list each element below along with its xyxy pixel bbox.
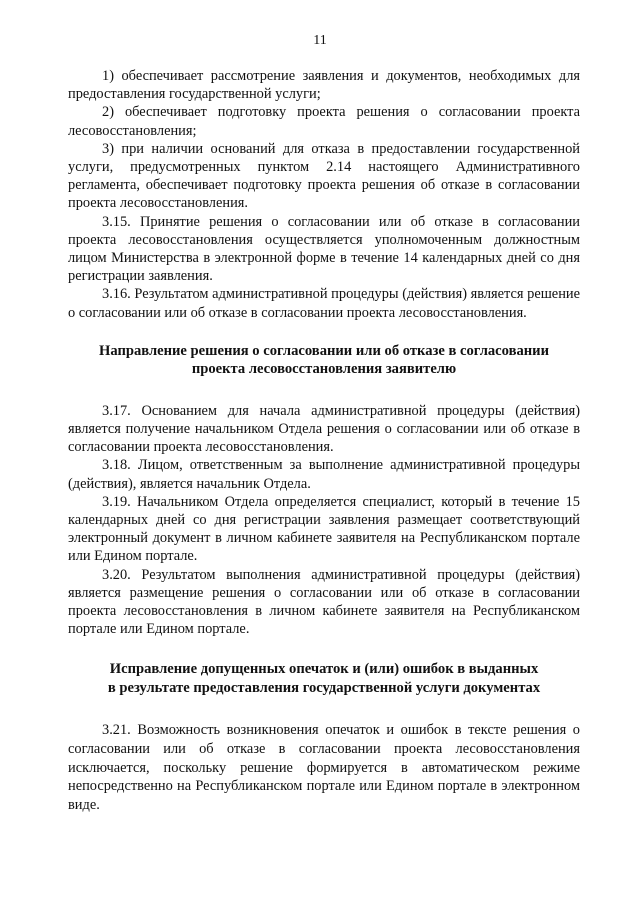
- section-heading-line: в результате предоставления государственной услуги документах: [107, 679, 541, 696]
- paragraph-3-21: 3.21. Возможность возникновения опечаток и ошибок в тексте решения о согласовании или об отказе в согласовании проекта лесовосстановления исключается, поскольку решение формируется в автоматическом режиме непосредственно на Республиканском портале или Едином портале в электронном виде.: [68, 722, 580, 813]
- paragraph-3-14-item-2: 2) обеспечивает подготовку проекта решения о согласовании проекта лесовосстановления;: [68, 104, 580, 139]
- section-heading-line: Исправление допущенных опечаток и (или) ошибок в выданных: [109, 661, 539, 678]
- paragraph-3-17: 3.17. Основанием для начала административной процедуры (действия) является получение начальником Отдела решения о согласовании или об отказе в согласовании проекта лесовосстановления.: [68, 402, 580, 456]
- section-heading-error-correction: [68, 660, 580, 697]
- paragraph-3-14-item-1: 1) обеспечивает рассмотрение заявления и документов, необходимых для предоставления государственной услуги;: [68, 68, 580, 103]
- document-body: [68, 67, 580, 814]
- intro-block: [68, 67, 580, 322]
- paragraph-3-20: 3.20. Результатом выполнения административной процедуры (действия) является размещение решения о согласовании или об отказе в согласовании проекта лесовосстановления в личном кабинете заявителя на Республиканском портале или Едином портале.: [68, 566, 580, 638]
- page-number: 11: [313, 33, 327, 48]
- section-heading-decision-delivery: [68, 342, 580, 379]
- paragraph-3-18: 3.18. Лицом, ответственным за выполнение административной процедуры (действия), является начальник Отдела.: [68, 457, 580, 492]
- paragraph-3-15: 3.15. Принятие решения о согласовании или об отказе в согласовании проекта лесовосстановления осуществляется уполномоченным должностным лицом Министерства в электронной форме в течение 14 календарных дней со дня регистрации заявления.: [68, 213, 580, 285]
- paragraph-3-14-item-3: 3) при наличии оснований для отказа в предоставлении государственной услуги, предусмотренных пунктом 2.14 настоящего Административного регламента, обеспечивает подготовку проекта решения об отказе в согласовании проекта лесовосстановления.: [68, 140, 580, 212]
- section-heading-line: проекта лесовосстановления заявителю: [191, 361, 457, 378]
- paragraph-3-16: 3.16. Результатом административной процедуры (действия) является решение о согласовании или об отказе в согласовании проекта лесовосстановления.: [68, 286, 580, 321]
- section-body-decision-delivery: [68, 402, 580, 639]
- paragraph-3-19: 3.19. Начальником Отдела определяется специалист, который в течение 15 календарных дней со дня регистрации заявления размещает соответствующий электронный документ в личном кабинете заявителя на Республиканском портале или Едином портале.: [68, 493, 580, 565]
- section-heading-line: Направление решения о согласовании или об отказе в согласовании: [98, 342, 549, 359]
- section-body-error-correction: [68, 721, 580, 814]
